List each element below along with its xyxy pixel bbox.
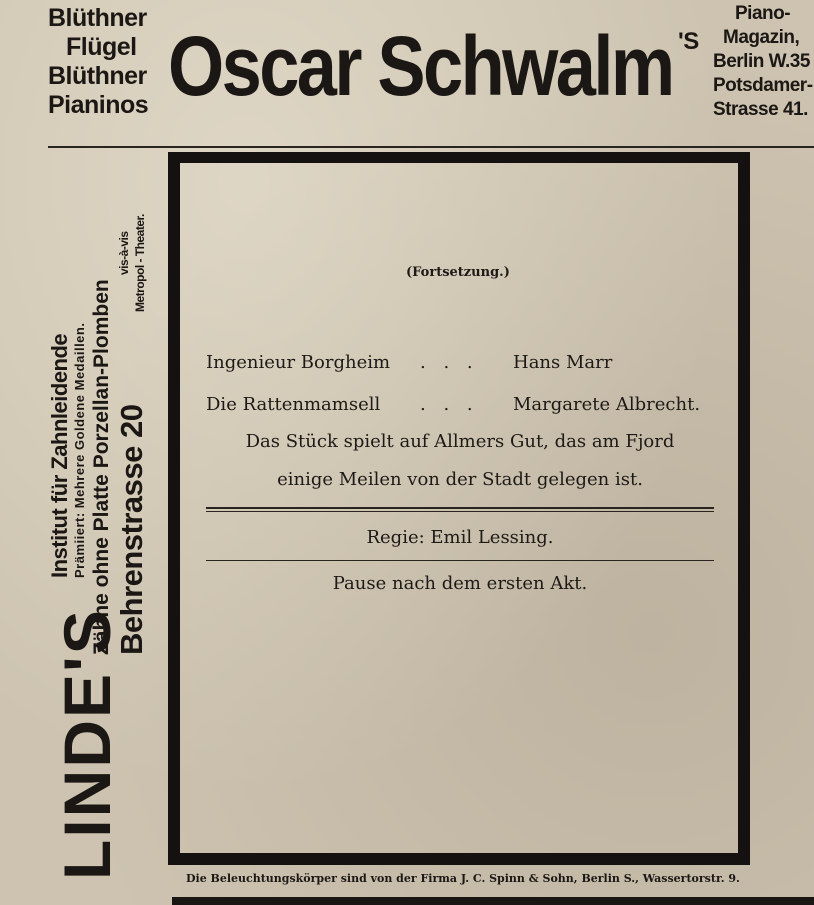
sidebar-zaehne: Zähne ohne Platte Porzellan-Plomben xyxy=(90,279,113,655)
footer-bar xyxy=(172,897,814,905)
sidebar-institut: Institut für Zahnleidende xyxy=(47,333,72,578)
title-suffix: 'S xyxy=(678,28,699,55)
header-right-line: Potsdamer- xyxy=(713,75,813,96)
header-left-line: Pianinos xyxy=(48,91,149,119)
header-left-block xyxy=(48,4,148,120)
pause-line: Pause nach dem ersten Akt. xyxy=(332,573,588,594)
header-left-line: Flügel xyxy=(66,33,137,61)
header-left-line: Blüthner xyxy=(48,4,147,32)
sidebar-metropol: Metropol - Theater. xyxy=(133,214,147,312)
sidebar-behrenstrasse: Behrenstrasse 20 xyxy=(114,404,149,655)
header-right-line: Piano- xyxy=(735,3,791,24)
cast-actor: Hans Marr xyxy=(513,352,613,373)
cast-dots: . . . xyxy=(420,352,479,373)
continuation-label: (Fortsetzung.) xyxy=(406,265,510,280)
setting-line: einige Meilen von der Stadt gelegen ist. xyxy=(277,469,643,490)
footer-note: Die Beleuchtungskörper sind von der Firma J. C. Spinn & Sohn, Berlin S., Wassertorstr. 9. xyxy=(186,872,740,885)
header-right-line: Magazin, xyxy=(723,27,800,48)
cast-dots: . . . xyxy=(420,394,479,415)
setting-line: Das Stück spielt auf Allmers Gut, das am Fjord xyxy=(245,431,675,452)
sidebar-vis-a-vis: vis-à-vis xyxy=(117,231,131,275)
director-line: Regie: Emil Lessing. xyxy=(366,527,554,548)
single-rule xyxy=(206,560,714,561)
header-right-line: Strasse 41. xyxy=(713,99,808,120)
header-left-line: Blüthner xyxy=(48,62,147,90)
cast-role: Die Rattenmamsell xyxy=(206,394,381,415)
header-right-block xyxy=(713,2,813,122)
sidebar-linde: LINDE'S xyxy=(50,608,124,880)
page-title: Oscar Schwalm xyxy=(168,19,673,113)
sidebar-praemiert: Prämiiert: Mehrere Goldene Medaillen. xyxy=(72,322,87,578)
header-divider xyxy=(48,146,814,148)
double-rule xyxy=(206,507,714,512)
header-right-line: Berlin W.35 xyxy=(713,51,810,72)
cast-role: Ingenieur Borgheim xyxy=(206,352,391,373)
cast-actor: Margarete Albrecht. xyxy=(513,394,701,415)
